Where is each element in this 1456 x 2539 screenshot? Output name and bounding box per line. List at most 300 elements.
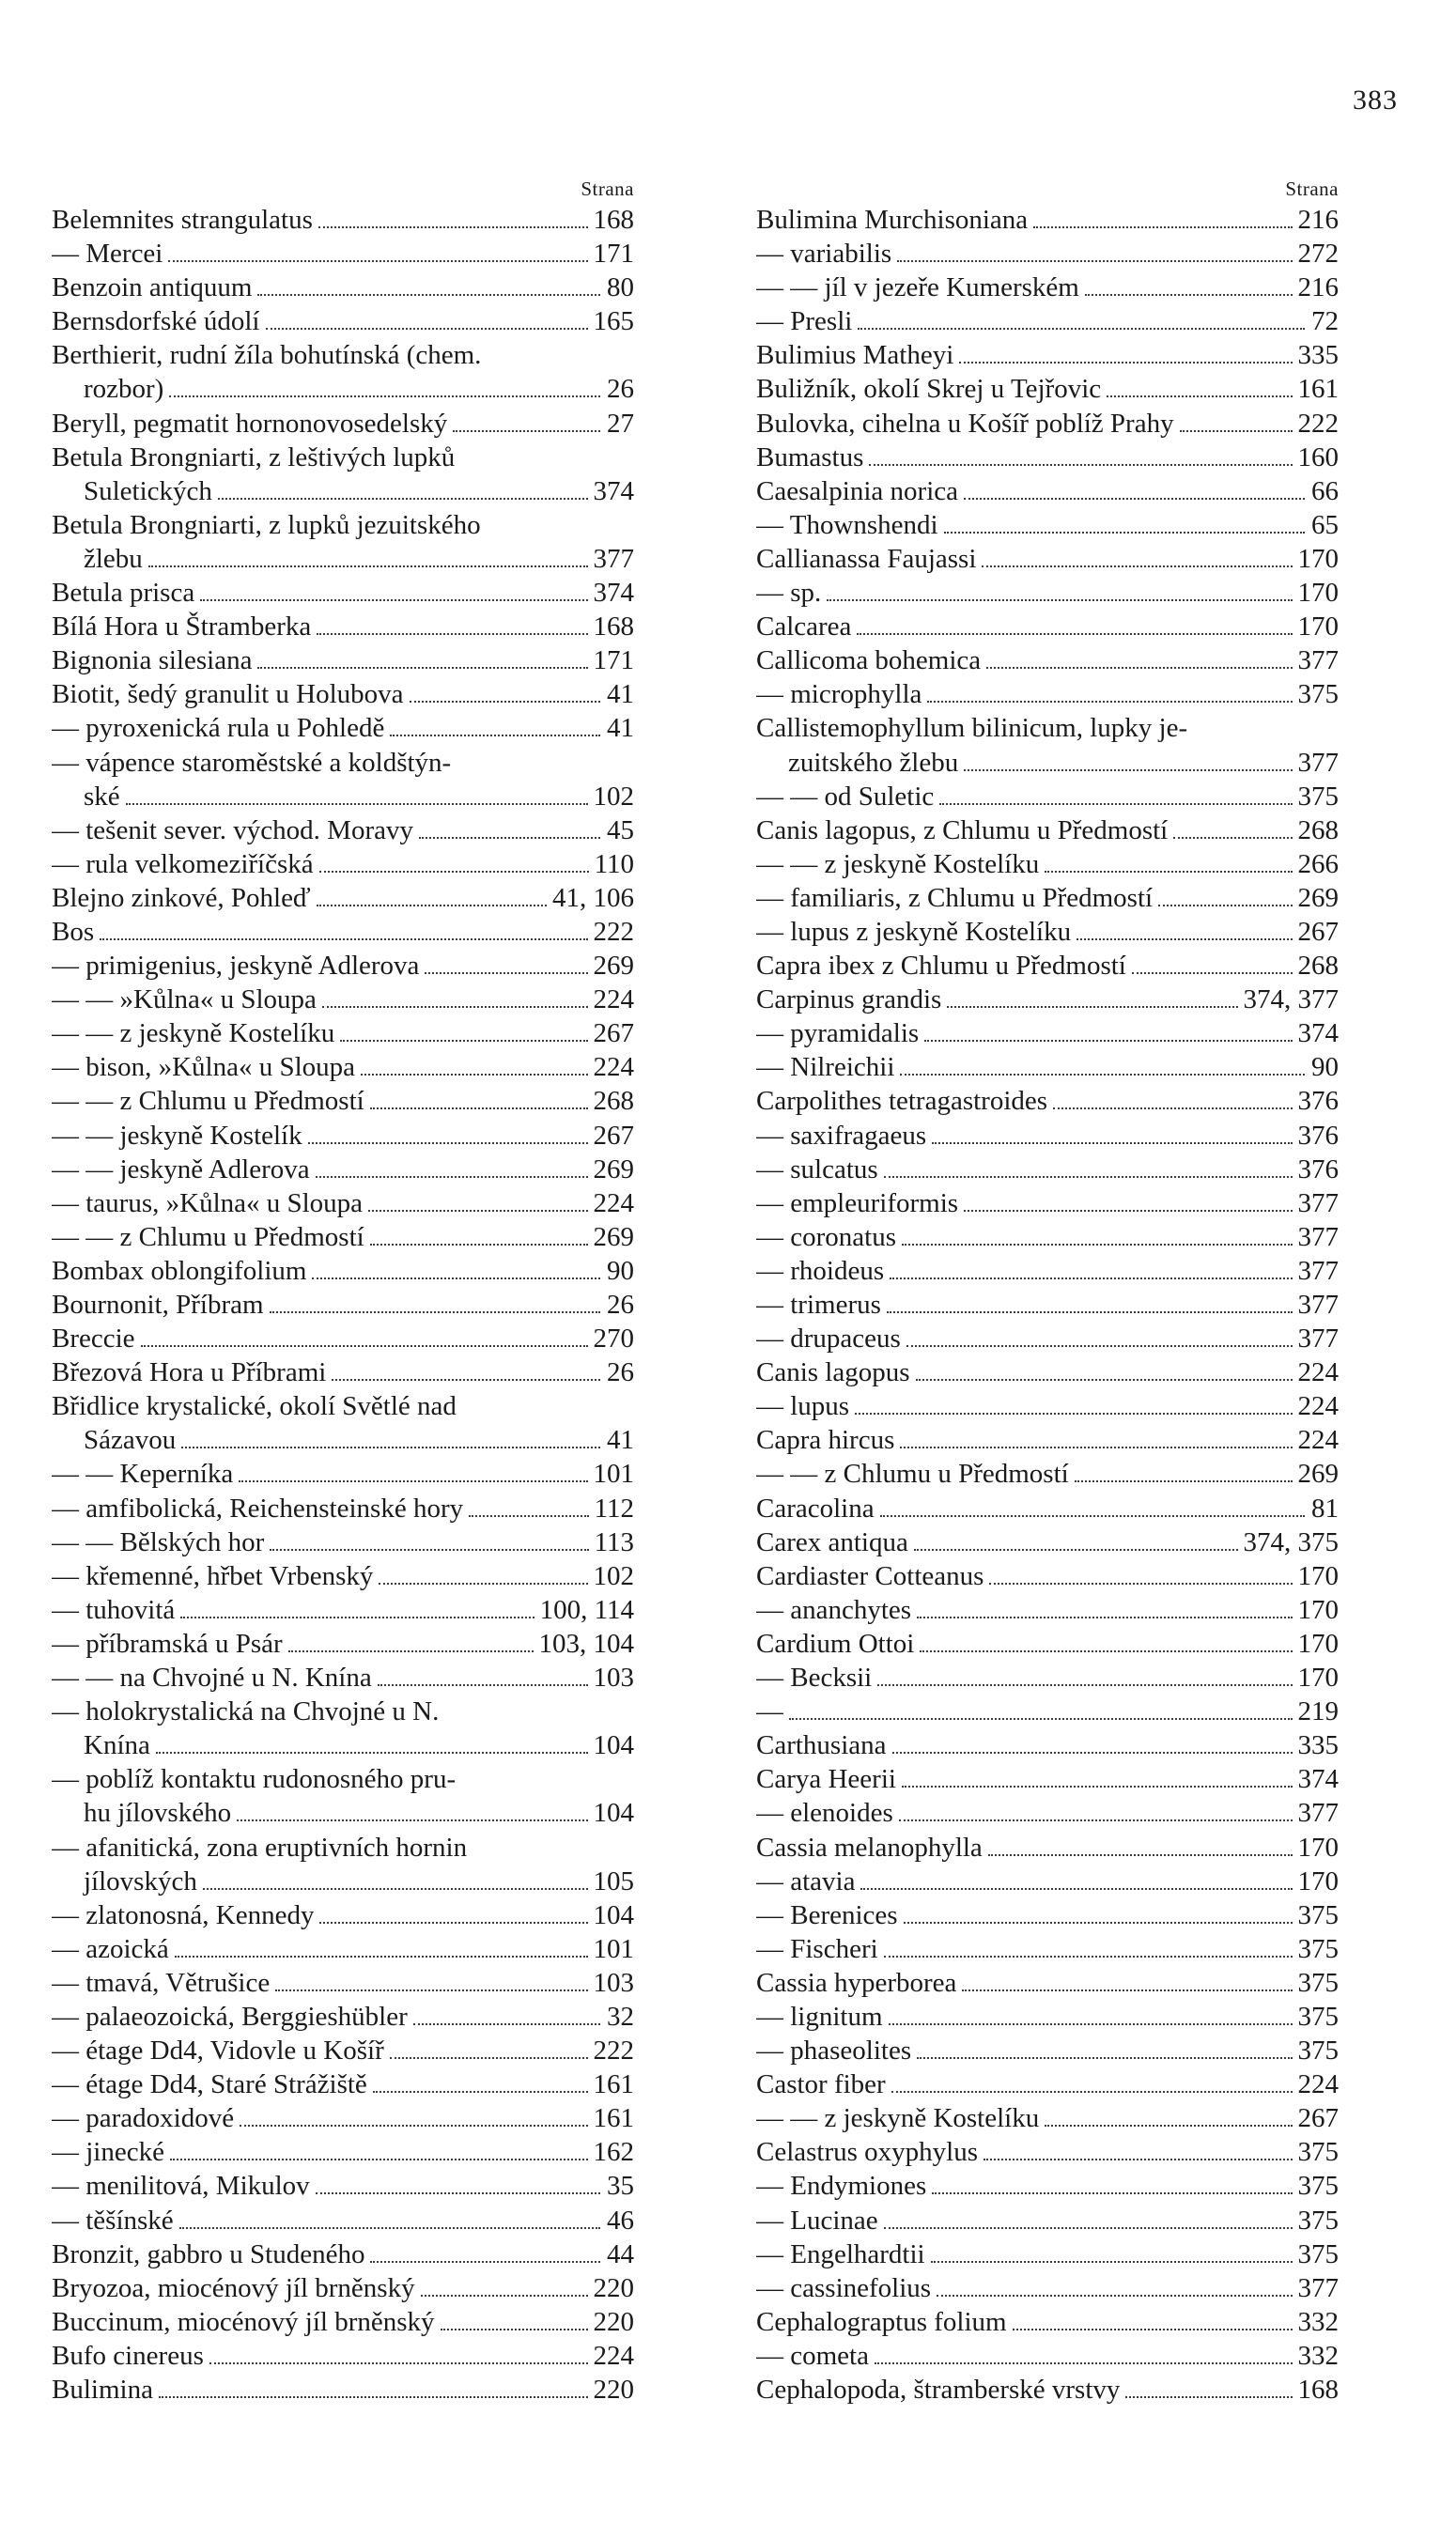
entry-page: 335 (1297, 340, 1339, 371)
entry-page: 224 (593, 1187, 634, 1218)
dot-leader (1180, 429, 1293, 432)
entry-term: — — jeskyně Kostelík (52, 1120, 302, 1151)
index-entry (756, 1492, 1339, 1525)
entry-page: 222 (593, 2036, 634, 2067)
entry-term: Beryll, pegmatit hornonovosedelský (52, 408, 448, 439)
entry-term: — holokrystalická na Chvojné u N. (52, 1696, 440, 1727)
dot-leader (181, 1446, 600, 1448)
entry-term: — elenoides (756, 1798, 893, 1829)
page-number: 383 (1353, 85, 1398, 116)
entry-term: Sázavou (84, 1425, 177, 1456)
index-entry (52, 1492, 634, 1525)
dot-leader (884, 2226, 1293, 2229)
index-entry (52, 2067, 634, 2101)
entry-term: — sp. (756, 578, 822, 609)
dot-leader (312, 1277, 600, 1279)
entry-term: — saxifragaeus (756, 1120, 927, 1151)
entry-term: — — z jeskyně Kostelíku (756, 2103, 1040, 2134)
dot-leader (899, 1819, 1293, 1821)
index-entry (756, 2305, 1339, 2339)
dot-leader (916, 1378, 1293, 1381)
entry-term: Bulovka, cihelna u Košíř poblíž Prahy (756, 408, 1174, 439)
entry-page: 268 (1297, 814, 1339, 845)
dot-leader (1053, 1107, 1292, 1109)
dot-leader (237, 1819, 587, 1821)
index-entry (756, 949, 1339, 983)
entry-term: Suletických (84, 475, 212, 506)
entry-term: Caracolina (756, 1493, 875, 1524)
entry-page: 110 (594, 848, 634, 879)
index-entry (52, 1559, 634, 1593)
dot-leader (308, 1141, 588, 1144)
dot-leader (931, 2260, 1293, 2263)
entry-term: Biotit, šedý granulit u Holubova (52, 679, 404, 710)
dot-leader (203, 1887, 588, 1890)
index-entry (52, 847, 634, 881)
index-entry (756, 2373, 1339, 2407)
entry-page: 104 (593, 1798, 634, 1829)
entry-term: — afanitická, zona eruptivních hornin (52, 1832, 468, 1863)
entry-page: 80 (607, 272, 634, 303)
entry-page: 267 (1297, 2103, 1339, 2134)
index-entry (52, 576, 634, 610)
entry-page: 112 (594, 1493, 634, 1524)
dot-leader (877, 1683, 1292, 1686)
entry-term: — microphylla (756, 679, 922, 710)
entry-term: Cassia hyperborea (756, 1967, 957, 1998)
entry-term: — familiaris, z Chlumu u Předmostí (756, 882, 1154, 913)
entry-page: 66 (1311, 475, 1339, 506)
entry-term: Betula prisca (52, 578, 195, 609)
index-entry (52, 1220, 634, 1254)
dot-leader (275, 1989, 587, 1991)
dot-leader (168, 259, 587, 262)
index-entry (756, 1389, 1339, 1423)
entry-page: 224 (1297, 2069, 1339, 2100)
entry-term: — primigenius, jeskyně Adlerova (52, 951, 420, 982)
dot-leader (148, 565, 588, 567)
dot-leader (944, 531, 1305, 534)
entry-term: — bison, »Kůlna« u Sloupa (52, 1052, 356, 1083)
index-entry (756, 2034, 1339, 2067)
entry-page: 170 (1297, 1832, 1339, 1863)
entry-term: Buližník, okolí Skrej u Tejřovic (756, 374, 1102, 405)
entry-term: Bílá Hora u Štramberka (52, 612, 312, 642)
strana-header-left: Strana (581, 178, 634, 200)
entry-term: zuitského žlebu (788, 747, 959, 778)
index-entry (756, 1593, 1339, 1627)
index-entry (52, 1695, 634, 1728)
entry-page: 377 (1297, 747, 1339, 778)
dot-leader (869, 463, 1292, 466)
index-entry (52, 915, 634, 949)
index-entry (756, 1865, 1339, 1898)
entry-term: — Lucinae (756, 2205, 878, 2236)
index-entry (756, 304, 1339, 338)
entry-page: 375 (1297, 2001, 1339, 2032)
index-entry (52, 1084, 634, 1118)
entry-page: 374 (593, 475, 634, 506)
entry-page: 41 (607, 679, 634, 710)
index-entry (756, 610, 1339, 643)
entry-page: 269 (593, 1153, 634, 1184)
index-entry (756, 1762, 1339, 1796)
entry-term: — tešenit sever. východ. Moravy (52, 814, 413, 845)
entry-page: 216 (1297, 205, 1339, 235)
index-entry (756, 746, 1339, 780)
entry-page: 220 (593, 2375, 634, 2405)
entry-term: Callistemophyllum bilinicum, lupky je- (756, 713, 1188, 744)
entry-term: Betula Brongniarti, z lupků jezuitského (52, 509, 481, 540)
index-entry (52, 780, 634, 813)
index-entry (756, 677, 1339, 711)
index-entry (52, 1796, 634, 1830)
entry-term: — empleuriformis (756, 1187, 959, 1218)
dot-leader (857, 632, 1292, 635)
index-entry (52, 1831, 634, 1865)
index-entry (52, 2000, 634, 2034)
entry-page: 104 (593, 1899, 634, 1930)
index-entry (756, 711, 1339, 745)
index-entry (52, 2204, 634, 2237)
dot-leader (180, 1616, 534, 1618)
entry-term: Breccie (52, 1324, 135, 1355)
dot-leader (884, 1955, 1293, 1958)
entry-term: Bombax oblongifolium (52, 1255, 307, 1286)
entry-page: 65 (1311, 509, 1339, 540)
dot-leader (1013, 2328, 1293, 2330)
entry-term: — atavia (756, 1866, 856, 1897)
index-entry (52, 474, 634, 508)
index-entry (52, 2271, 634, 2305)
entry-term: — lignitum (756, 2001, 883, 2032)
index-entry (756, 1254, 1339, 1288)
index-entry (756, 576, 1339, 610)
entry-page: 224 (593, 1052, 634, 1083)
entry-term: — — »Kůlna« u Sloupa (52, 984, 317, 1015)
dot-leader (239, 1479, 587, 1482)
dot-leader (370, 2260, 600, 2263)
dot-leader (169, 395, 600, 397)
entry-term: Carpolithes tetragastroides (756, 1086, 1048, 1117)
index-entry (52, 2339, 634, 2373)
dot-leader (904, 1921, 1293, 1924)
entry-term: Callianassa Faujassi (756, 543, 977, 574)
entry-page: 374, 377 (1243, 984, 1339, 1015)
index-column-left (52, 175, 634, 2407)
index-entry (52, 881, 634, 915)
entry-page: 103 (593, 1967, 634, 1998)
entry-page: 377 (593, 543, 634, 574)
entry-page: 375 (1297, 2238, 1339, 2269)
index-entry (756, 2101, 1339, 2135)
dot-leader (175, 1955, 588, 1958)
dot-leader (441, 2328, 588, 2330)
entry-term: rozbor) (84, 374, 164, 405)
entry-term: — tmavá, Větrušice (52, 1967, 271, 1998)
entry-term: Bryozoa, miocénový jíl brněnský (52, 2272, 415, 2303)
dot-leader (361, 1073, 587, 1076)
dot-leader (875, 2361, 1293, 2364)
entry-term: — Nilreichii (756, 1052, 895, 1083)
dot-leader (900, 1073, 1305, 1076)
index-entry (52, 1593, 634, 1627)
entry-term: — étage Dd4, Staré Strážiště (52, 2069, 367, 2100)
dot-leader (964, 1209, 1292, 1212)
dot-leader (900, 1446, 1292, 1448)
entry-page: 81 (1311, 1493, 1339, 1524)
index-entry (52, 2237, 634, 2271)
entry-term: — drupaceus (756, 1324, 901, 1355)
index-entry (756, 1050, 1339, 1084)
entry-term: — zlatonosná, Kennedy (52, 1899, 315, 1930)
entry-page: 376 (1297, 1120, 1339, 1151)
entry-page: 113 (594, 1526, 634, 1557)
entry-page: 374 (1297, 1018, 1339, 1049)
entry-term: Blejno zinkové, Pohleď (52, 882, 311, 913)
entry-term: jílovských (84, 1866, 197, 1897)
entry-term: Březová Hora u Příbrami (52, 1357, 327, 1388)
entry-term: — pyramidalis (756, 1018, 920, 1049)
entry-term: Cardium Ottoi (756, 1628, 915, 1659)
entry-page: 35 (607, 2171, 634, 2202)
index-entry (52, 1288, 634, 1322)
entry-term: — taurus, »Kůlna« u Sloupa (52, 1187, 364, 1218)
entry-term: Bufo cinereus (52, 2340, 204, 2371)
entry-page: 27 (607, 408, 634, 439)
entry-page: 269 (593, 951, 634, 982)
index-entry (52, 1355, 634, 1389)
entry-term: — tuhovitá (52, 1594, 176, 1625)
dot-leader (897, 259, 1292, 262)
dot-leader (159, 2395, 588, 2398)
entry-term: Bernsdorfské údolí (52, 306, 260, 337)
entry-term: — — Bělských hor (52, 1526, 265, 1557)
entry-term: — vápence staroměstské a koldštýn- (52, 747, 452, 778)
index-entry (756, 1457, 1339, 1491)
entry-term: — azoická (52, 1933, 169, 1964)
entry-page: 90 (1311, 1052, 1339, 1083)
entry-term: — — z jeskyně Kostelíku (756, 848, 1040, 879)
entry-page: 45 (607, 814, 634, 845)
dot-leader (1075, 1479, 1293, 1482)
index-entry (52, 441, 634, 474)
index-entry (756, 1423, 1339, 1457)
entry-page: 168 (1297, 2375, 1339, 2405)
entry-page: 103 (593, 1663, 634, 1694)
index-entry (756, 1898, 1339, 1932)
dot-leader (218, 497, 588, 500)
entry-term: Berthierit, rudní žíla bohutínská (chem. (52, 340, 482, 371)
index-entry (756, 203, 1339, 237)
entry-page: 374, 375 (1243, 1526, 1339, 1557)
index-entry (52, 542, 634, 576)
entry-page: 170 (1297, 1594, 1339, 1625)
index-entry (756, 1525, 1339, 1559)
index-entry (756, 1355, 1339, 1389)
entry-term: — menilitová, Mikulov (52, 2171, 310, 2202)
entry-term: ské (84, 781, 120, 812)
dot-leader (959, 361, 1292, 364)
entry-term: — coronatus (756, 1221, 896, 1252)
entry-term: — Fischeri (756, 1933, 878, 1964)
entry-page: 267 (593, 1120, 634, 1151)
dot-leader (964, 497, 1305, 500)
entry-term: Capra ibex z Chlumu u Předmostí (756, 951, 1126, 982)
dot-leader (425, 971, 587, 974)
entry-term: — Thownshendi (756, 509, 938, 540)
entry-page: 266 (1297, 848, 1339, 879)
index-entry (52, 1389, 634, 1423)
entry-page: 269 (593, 1221, 634, 1252)
entry-term: — trimerus (756, 1290, 881, 1320)
dot-leader (368, 1209, 587, 1212)
index-entry (756, 780, 1339, 813)
entry-page: 100, 114 (539, 1594, 634, 1625)
dot-leader (937, 2294, 1292, 2297)
index-entry (756, 2000, 1339, 2034)
index-entry (52, 1932, 634, 1966)
entry-term: — Presli (756, 306, 853, 337)
index-entry (756, 1966, 1339, 2000)
index-entry (756, 474, 1339, 508)
index-entry (52, 1119, 634, 1153)
entry-page: 216 (1297, 272, 1339, 303)
entry-term: Callicoma bohemica (756, 645, 982, 676)
entry-term: Carpinus grandis (756, 984, 942, 1015)
index-entry (756, 1728, 1339, 1762)
index-entry (756, 1119, 1339, 1153)
index-entry (52, 1865, 634, 1898)
entry-page: 161 (593, 2069, 634, 2100)
dot-leader (1085, 293, 1293, 296)
entry-page: 377 (1297, 1187, 1339, 1218)
entry-page: 26 (607, 374, 634, 405)
entry-page: 224 (1297, 1425, 1339, 1456)
entry-term: Carthusiana (756, 1730, 887, 1761)
index-entry (756, 1016, 1339, 1050)
entry-term: — — na Chvojné u N. Knína (52, 1663, 372, 1694)
dot-leader (179, 2226, 600, 2229)
index-entry (756, 407, 1339, 441)
entry-page: 102 (593, 1560, 634, 1591)
index-entry (52, 746, 634, 780)
index-entry (756, 2135, 1339, 2169)
dot-leader (319, 870, 589, 873)
entry-term: — Berenices (756, 1899, 898, 1930)
entry-term: — — Keperníka (52, 1459, 234, 1490)
dot-leader (964, 768, 1292, 771)
index-entry (756, 1831, 1339, 1865)
entry-page: 72 (1311, 306, 1339, 337)
index-entry (756, 1796, 1339, 1830)
index-entry (52, 1762, 634, 1796)
dot-leader (984, 2158, 1292, 2160)
dot-leader (100, 937, 587, 940)
entry-page: 332 (1297, 2306, 1339, 2337)
entry-term: — Mercei (52, 239, 163, 270)
index-entry (52, 643, 634, 677)
entry-term: Bronzit, gabbro u Studeného (52, 2238, 365, 2269)
entry-page: 374 (593, 578, 634, 609)
entry-page: 220 (593, 2272, 634, 2303)
dot-leader (920, 1649, 1292, 1652)
index-entry (756, 237, 1339, 271)
entry-page: 161 (593, 2103, 634, 2134)
dot-leader (266, 327, 588, 330)
entry-page: 41, 106 (552, 882, 634, 913)
entry-term: — — z Chlumu u Předmostí (52, 1086, 364, 1117)
dot-leader (858, 327, 1305, 330)
dot-leader (889, 2022, 1293, 2025)
entry-page: 375 (1297, 2171, 1339, 2202)
entry-page: 270 (593, 1324, 634, 1355)
entry-term: Knína (84, 1730, 150, 1761)
dot-leader (370, 1107, 588, 1109)
dot-leader (288, 1649, 534, 1652)
dot-leader (1077, 937, 1292, 940)
dot-leader (891, 2090, 1293, 2093)
dot-leader (982, 565, 1292, 567)
index-entry (756, 1288, 1339, 1322)
entry-term: Břidlice krystalické, okolí Světlé nad (52, 1391, 457, 1422)
entry-page: 170 (1297, 543, 1339, 574)
dot-leader (927, 700, 1292, 703)
dot-leader (890, 1277, 1292, 1279)
entry-page: 222 (593, 916, 634, 947)
entry-term: Belemnites strangulatus (52, 205, 313, 235)
entry-term: — rula velkomeziříčská (52, 848, 314, 879)
entry-page: 375 (1297, 679, 1339, 710)
index-entry (756, 338, 1339, 372)
index-entry (756, 1220, 1339, 1254)
index-entry (52, 610, 634, 643)
dot-leader (413, 2022, 600, 2025)
dot-leader (855, 1412, 1292, 1415)
entry-page: 170 (1297, 578, 1339, 609)
entry-term: Cardiaster Cotteanus (756, 1560, 984, 1591)
dot-leader (390, 734, 600, 736)
entry-page: 171 (593, 239, 634, 270)
entry-term: Bulimina Murchisoniana (756, 205, 1029, 235)
index-entry (52, 2101, 634, 2135)
entry-term: Bournonit, Příbram (52, 1290, 264, 1320)
dot-leader (1125, 2395, 1292, 2398)
index-entry (756, 542, 1339, 576)
entry-term: — Engelhardtii (756, 2238, 925, 2269)
entry-term: hu jílovského (84, 1798, 232, 1829)
entry-page: 224 (593, 984, 634, 1015)
entry-page: 376 (1297, 1086, 1339, 1117)
entry-term: — sulcatus (756, 1153, 878, 1184)
entry-term: Capra hircus (756, 1425, 895, 1456)
entry-page: 162 (593, 2137, 634, 2168)
entry-term: — pyroxenická rula u Pohledě (52, 713, 385, 744)
entry-term: — rhoideus (756, 1255, 885, 1286)
dot-leader (924, 1039, 1292, 1042)
index-entry (52, 983, 634, 1016)
entry-term: — étage Dd4, Vidovle u Košíř (52, 2036, 384, 2067)
index-list-right (756, 203, 1339, 2407)
dot-leader (1033, 225, 1292, 228)
entry-term: — — z jeskyně Kostelíku (52, 1018, 335, 1049)
entry-page: 32 (607, 2001, 634, 2032)
entry-term: — křemenné, hřbet Vrbenský (52, 1560, 374, 1591)
entry-term: Bignonia silesiana (52, 645, 253, 676)
entry-page: 267 (593, 1018, 634, 1049)
dot-leader (419, 836, 600, 839)
entry-term: — těšínské (52, 2205, 174, 2236)
